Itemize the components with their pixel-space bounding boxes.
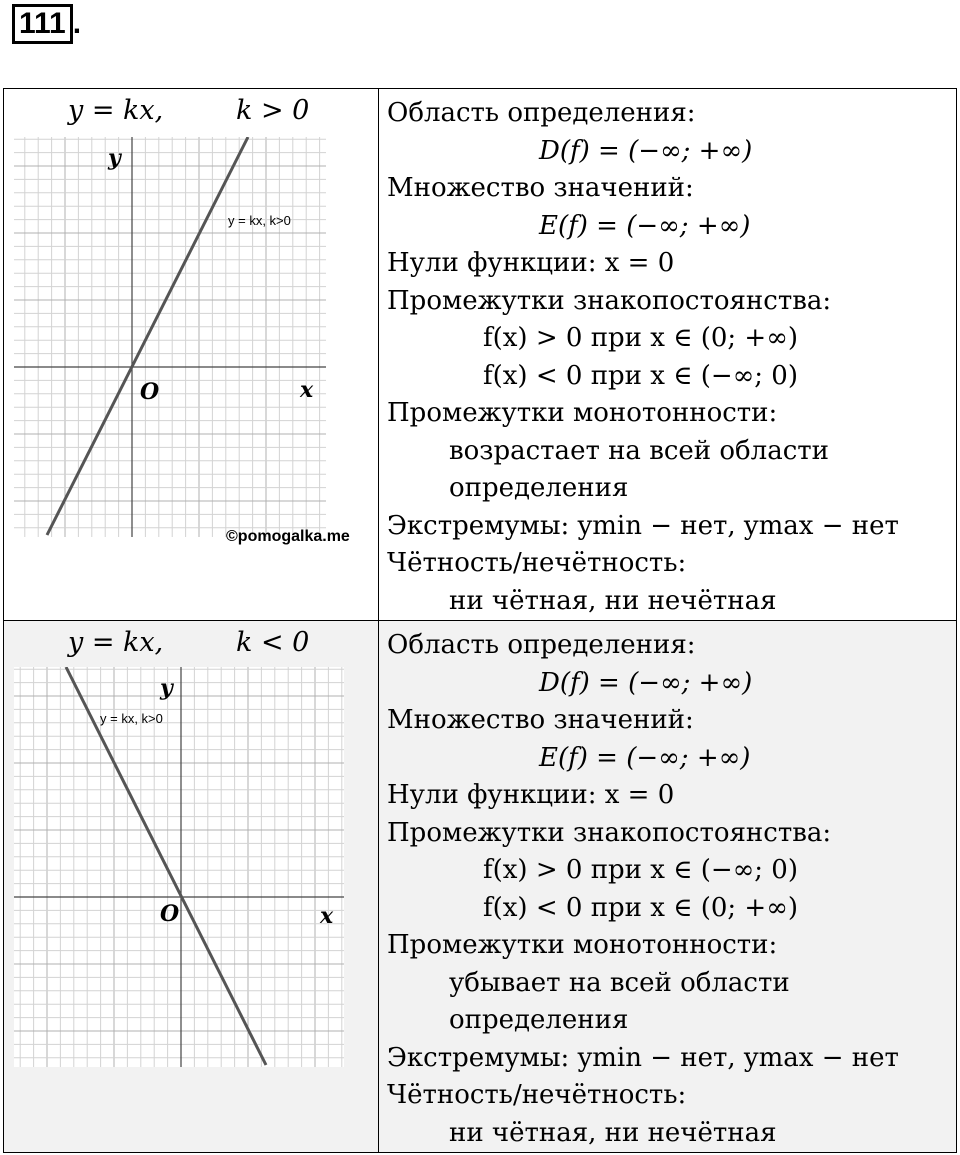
properties-list — [379, 89, 956, 620]
monotonicity-line2: определения — [449, 473, 629, 503]
function-formula: y = kx, — [68, 95, 164, 126]
domain-value: D(f) = (−∞; +∞) — [539, 135, 753, 166]
exercise-number: 111 . — [12, 4, 81, 44]
monotonicity-title: Промежутки монотонности: — [387, 398, 778, 428]
sign-negative: f(x) < 0 при x ∈ (−∞; 0) — [483, 360, 798, 391]
zeros: Нули функции: x = 0 — [387, 780, 675, 810]
function-condition: k < 0 — [236, 627, 310, 658]
graph-cell — [4, 89, 379, 621]
function-formula: y = kx, — [68, 627, 164, 658]
function-graph — [14, 667, 344, 1067]
parity-title: Чётность/нечётность: — [387, 1080, 687, 1110]
parity-title: Чётность/нечётность: — [387, 548, 687, 578]
range-value: E(f) = (−∞; +∞) — [539, 210, 751, 241]
range-title: Множество значений: — [387, 705, 694, 735]
exercise-number-box: 111 — [12, 4, 73, 44]
graph-cell — [4, 621, 379, 1153]
extrema: Экстремумы: ymin − нет, ymax − нет — [387, 510, 899, 541]
monotonicity-title: Промежутки монотонности: — [387, 930, 778, 960]
parity-value: ни чётная, ни нечётная — [449, 585, 777, 616]
origin-label: O — [160, 901, 180, 927]
sign-title: Промежутки знакопостоянства: — [387, 285, 832, 316]
origin-label: O — [140, 379, 160, 405]
table-row — [4, 89, 957, 621]
line-label: y = kx, k>0 — [100, 711, 163, 726]
y-axis-label: y — [160, 675, 173, 701]
table-row — [4, 621, 957, 1153]
properties-list — [379, 621, 956, 1152]
extrema: Экстремумы: ymin − нет, ymax − нет — [387, 1042, 899, 1073]
x-axis-label: x — [320, 903, 334, 929]
domain-value: D(f) = (−∞; +∞) — [539, 667, 753, 698]
range-value: E(f) = (−∞; +∞) — [539, 742, 751, 773]
sign-positive: f(x) > 0 при x ∈ (−∞; 0) — [483, 855, 798, 885]
line-label: y = kx, k>0 — [228, 213, 291, 228]
domain-title: Область определения: — [387, 98, 696, 128]
watermark: ©pomogalka.me — [226, 528, 350, 545]
sign-negative: f(x) < 0 при x ∈ (0; +∞) — [483, 892, 798, 923]
domain-title: Область определения: — [387, 630, 696, 660]
properties-cell — [379, 89, 957, 621]
properties-cell — [379, 621, 957, 1153]
sign-positive: f(x) > 0 при x ∈ (0; +∞) — [483, 323, 798, 353]
function-condition: k > 0 — [236, 95, 310, 126]
zeros: Нули функции: x = 0 — [387, 248, 675, 278]
properties-table — [3, 88, 957, 1153]
x-axis-label: x — [300, 377, 314, 403]
monotonicity-line1: убывает на всей области — [449, 967, 790, 998]
monotonicity-line2: определения — [449, 1005, 629, 1035]
monotonicity-line1: возрастает на всей области — [449, 435, 829, 466]
parity-value: ни чётная, ни нечётная — [449, 1117, 777, 1148]
range-title: Множество значений: — [387, 173, 694, 203]
function-graph — [14, 137, 326, 537]
y-axis-label: y — [108, 145, 121, 171]
sign-title: Промежутки знакопостоянства: — [387, 817, 832, 848]
